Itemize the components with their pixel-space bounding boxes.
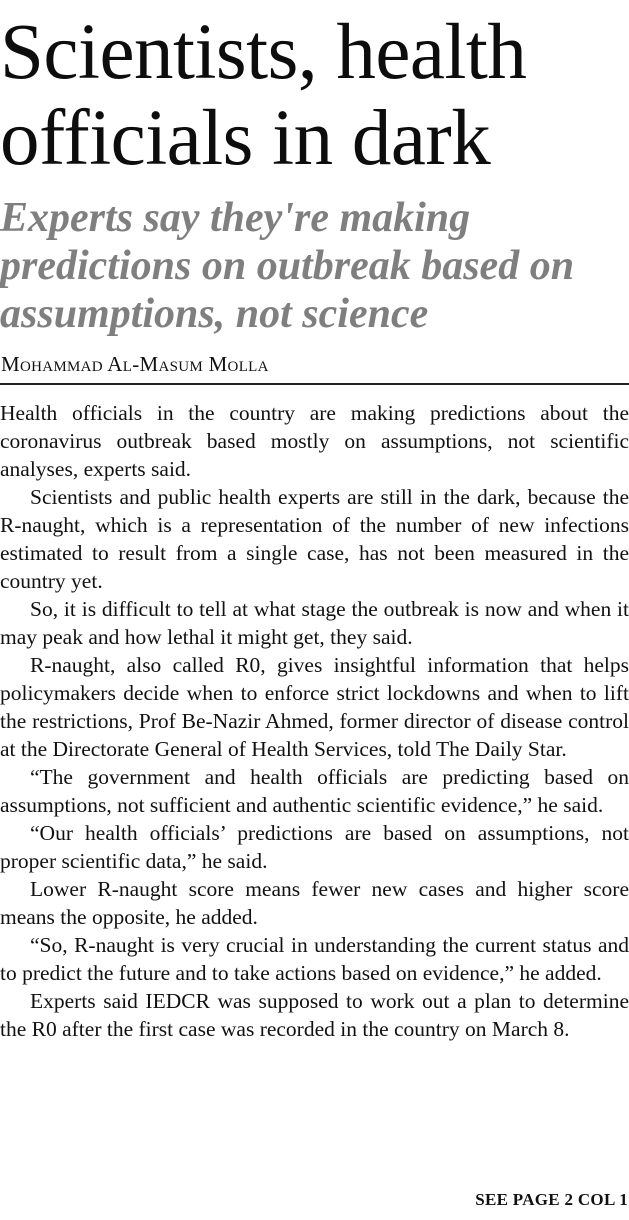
article-paragraph: “So, R-naught is very crucial in understanding the current status and to predict the future and to take actions based on evidence,” he added. [0,933,629,985]
article-paragraph: R-naught, also called R0, gives insightful information that helps policymakers decide when to enforce strict lockdowns and when to lift the restrictions, Prof Be-Nazir Ahmed, former director of disease control at the Directorate General of Health Services, told The Daily Star. [0,653,629,761]
byline: Mohammad Al-Masum Molla [1,352,269,376]
article-paragraph: So, it is difficult to tell at what stage the outbreak is now and when it may peak and how lethal it might get, they said. [0,597,629,649]
subheadline: Experts say they're making predictions on outbreak based on assumptions, not science [0,195,575,337]
headline: Scientists, health officials in dark [0,9,527,182]
article-paragraph: Scientists and public health experts are still in the dark, because the R-naught, which is a representation of the number of new infections estimated to result from a single case, has not been measured in the country yet. [0,485,629,593]
article-paragraph: “Our health officials’ predictions are based on assumptions, not proper scientific data,” he said. [0,821,629,873]
article-paragraph: Lower R-naught score means fewer new cases and higher score means the opposite, he added. [0,877,629,929]
article-paragraph: Health officials in the country are making predictions about the coronavirus outbreak based mostly on assumptions, not scientific analyses, experts said. [0,401,629,481]
article-body [0,399,629,1043]
article-paragraph: “The government and health officials are predicting based on assumptions, not sufficient and authentic scientific evidence,” he said. [0,765,629,817]
article-paragraph: Experts said IEDCR was supposed to work out a plan to determine the R0 after the first case was recorded in the country on March 8. [0,989,629,1041]
continued-on-page-link[interactable]: SEE PAGE 2 COL 1 [475,1190,628,1209]
byline-divider [0,383,629,385]
